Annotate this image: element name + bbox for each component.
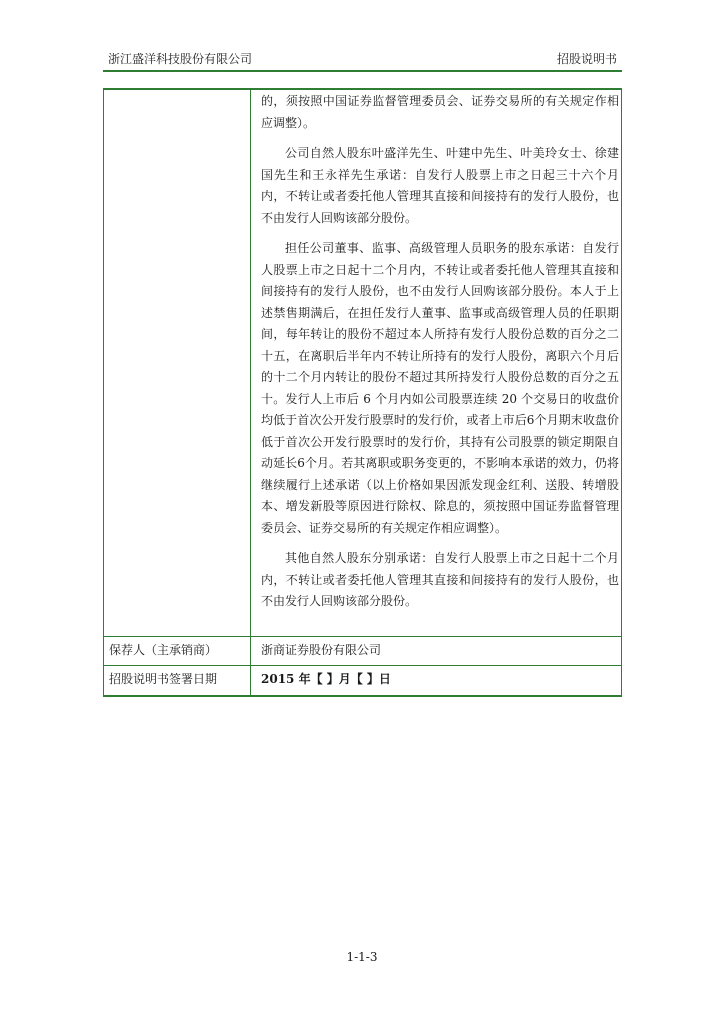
sponsor-label: 保荐人（主承销商）	[109, 643, 218, 657]
document-title: 招股说明书	[556, 52, 617, 66]
page-header	[103, 50, 622, 70]
commitment-paragraph-directors: 担任公司董事、监事、高级管理人员职务的股东承诺：自发行人股票上市之日起十二个月内，不转让或者委托他人管理其直接和间接持有的发行人股份，也不由发行人回购该部分股份。本人于上述禁售期满后，在担任发行人董事、监事或高级管理人员的任职期间，每年转让的股份不超过本人所持有发行人股份总数的百分之二十五，在离职后半年内不转让所持有的发行人股份，离职六个月后的十二个月内转让的股份不超过其所持发行人股份总数的百分之五十。发行人上市后 6 个月内如公司股票连续 20 个交易日的收盘价均低于首次公开发行股票时的发行价，或者上市后6个月期末收盘价低于首次公开发行股票时的发行价，其持有公司股票的锁定期限自动延长6个月。若其离职或职务变更的，不影响本承诺的效力，仍将继续履行上述承诺（以上价格如果因派发现金红利、送股、转增股本、增发新股等原因进行除权、除息的，须按照中国证券监督管理委员会、证券交易所的有关规定作相应调整）。	[261, 241, 619, 535]
column-divider	[250, 88, 251, 697]
sponsor-value: 浙商证券股份有限公司	[261, 643, 382, 657]
table-top-rule	[103, 88, 622, 90]
commitment-paragraph-controlling: 公司自然人股东叶盛洋先生、叶建中先生、叶美玲女士、徐建国先生和王永祥先生承诺：自发行人股票上市之日起三十六个月内，不转让或者委托他人管理其直接和间接持有的发行人股份，也不由发行人回购该部分股份。	[261, 146, 619, 225]
header-rule	[103, 70, 622, 72]
signing-date-value: 2015 年【 】月【 】日	[261, 672, 391, 686]
table-bottom-rule	[103, 695, 622, 697]
commitment-cell	[261, 91, 619, 622]
page-number: 1-1-3	[346, 950, 378, 964]
commitment-paragraph-continued: 的，须按照中国证券监督管理委员会、证券交易所的有关规定作相应调整）。	[261, 94, 619, 130]
company-name: 浙江盛洋科技股份有限公司	[108, 52, 253, 66]
commitment-paragraph-others: 其他自然人股东分别承诺：自发行人股票上市之日起十二个月内，不转让或者委托他人管理其直接和间接持有的发行人股份，也不由发行人回购该部分股份。	[261, 551, 619, 608]
signing-date-label: 招股说明书签署日期	[109, 672, 218, 686]
row-divider	[104, 636, 621, 637]
info-table	[103, 88, 622, 697]
row-divider	[104, 665, 621, 666]
